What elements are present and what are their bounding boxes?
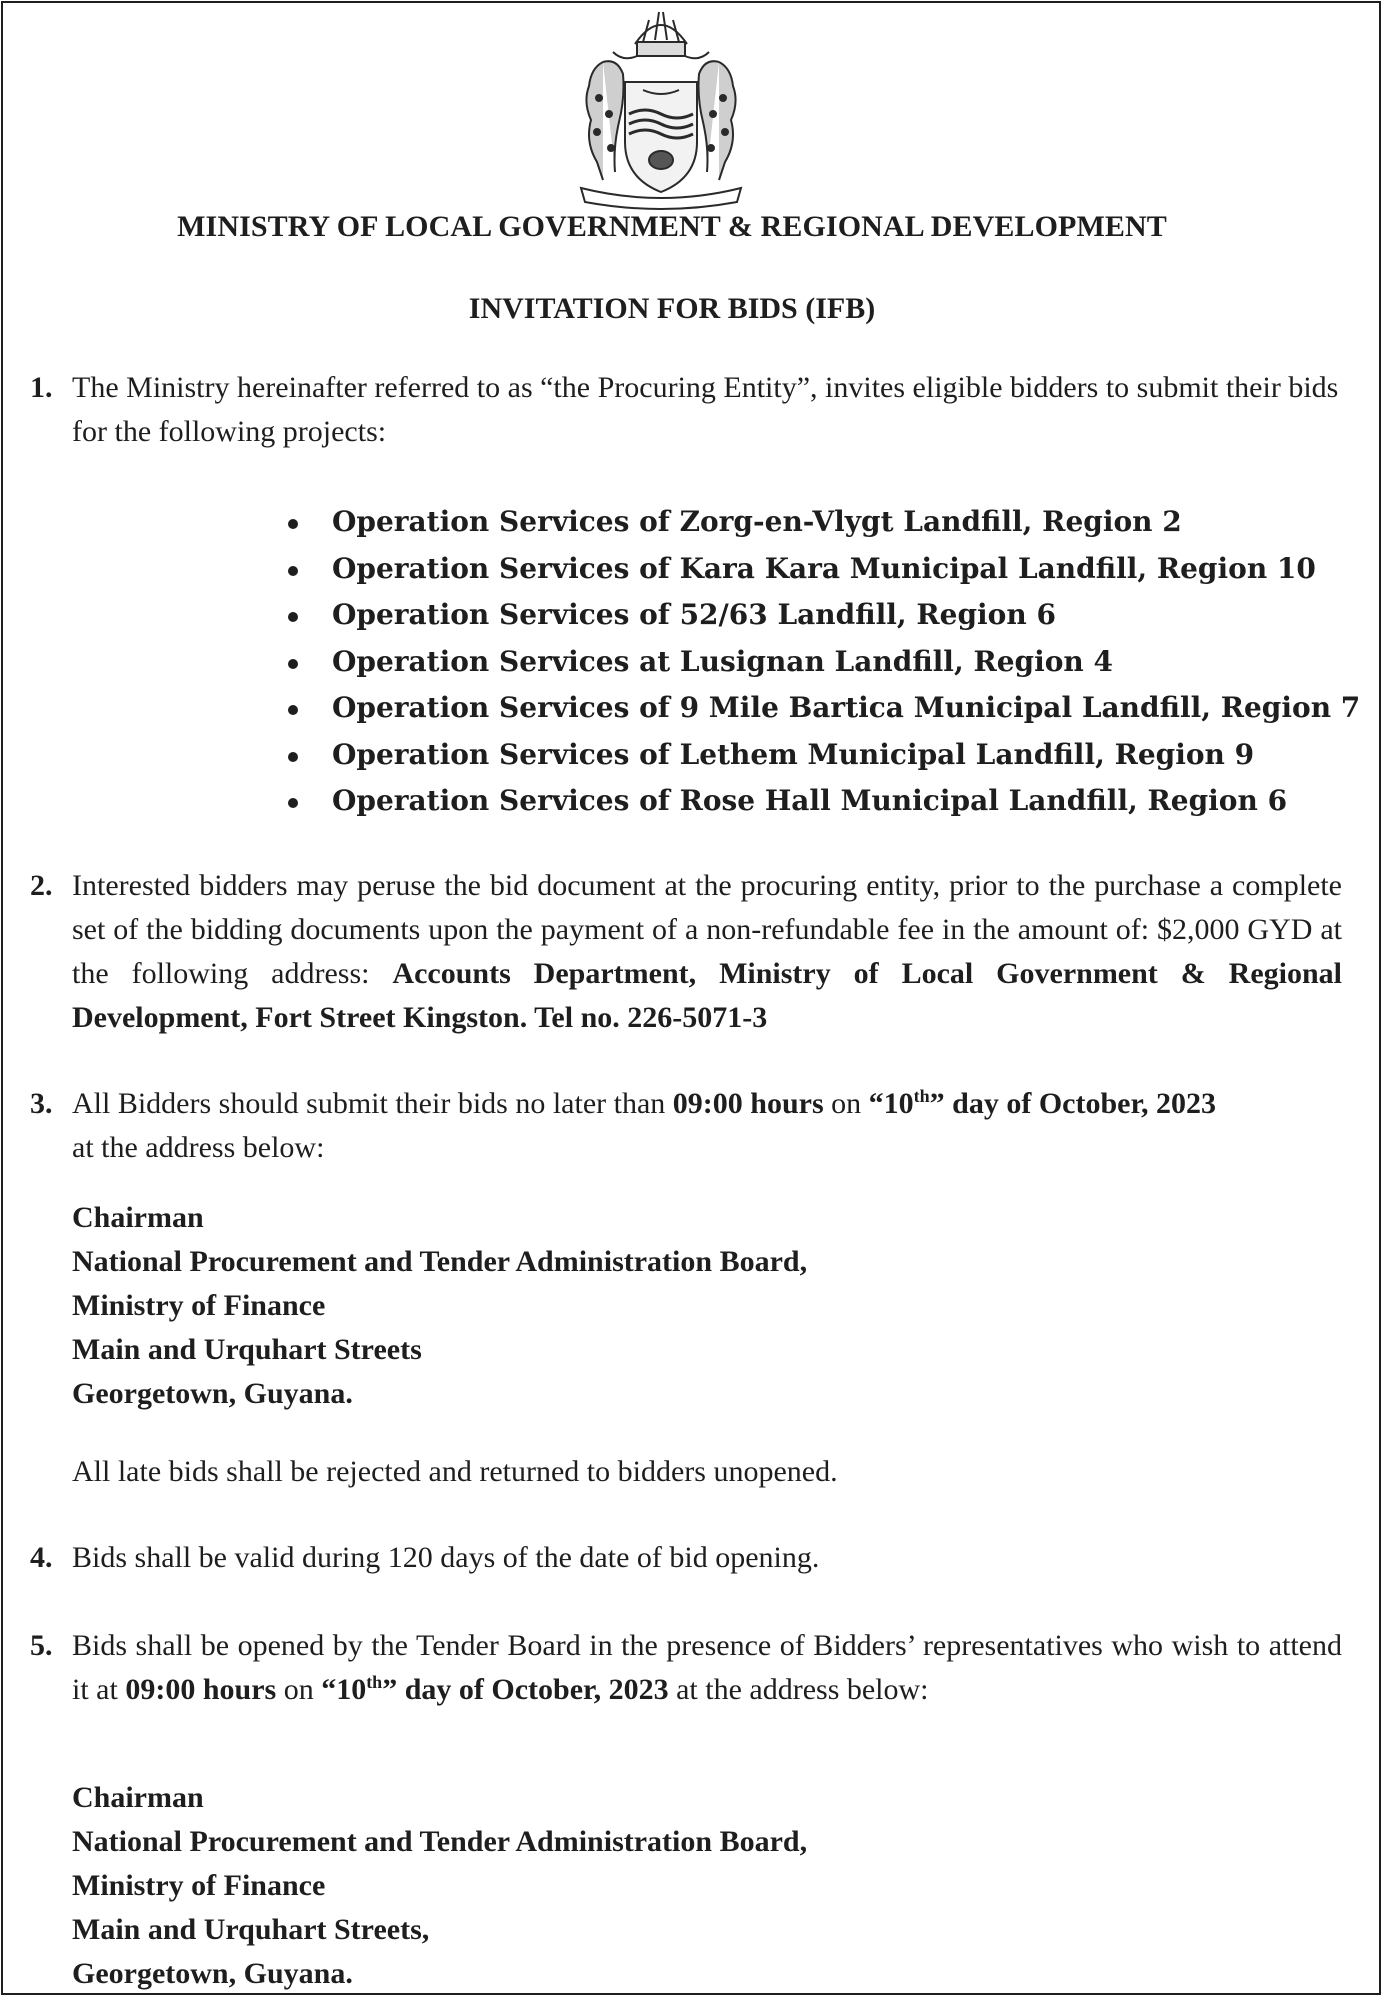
item-number: 1. — [30, 371, 53, 404]
accounts-address: Accounts Department, Ministry of Local Government & Regional Development, Fort Street Kingston. Tel no. 226-5071-3 — [72, 957, 1342, 1034]
bullet-icon — [288, 752, 298, 762]
item-1-text: The Ministry hereinafter referred to as “the Procuring Entity”, invites eligible bidders to submit their bids for the following projects: — [72, 371, 1339, 448]
list-item: Operation Services of 52/63 Landfill, Region 6 — [285, 592, 1360, 639]
list-item: Operation Services of 9 Mile Bartica Municipal Landfill, Region 7 — [285, 685, 1360, 732]
list-item: Operation Services of Rose Hall Municipal Landfill, Region 6 — [285, 778, 1360, 825]
bullet-icon — [288, 612, 298, 622]
item-number: 3. — [30, 1087, 53, 1120]
item-3-text: All Bidders should submit their bids no later than 09:00 hours on “10th” day of October, 2023 at the address below: — [72, 1086, 1217, 1164]
item-5-text: Bids shall be opened by the Tender Board in the presence of Bidders’ representatives who wish to attend it at 09:00 hours on “10th” day of October, 2023 at the address below: — [72, 1629, 1342, 1706]
bullet-icon — [288, 705, 298, 715]
opening-date: “10th” day of October, 2023 — [321, 1672, 669, 1706]
bullet-icon — [288, 659, 298, 669]
project-list — [285, 499, 1360, 825]
list-item: Operation Services of Lethem Municipal Landfill, Region 9 — [285, 732, 1360, 779]
document-title: INVITATION FOR BIDS (IFB) — [468, 292, 876, 325]
coat-of-arms-emblem — [563, 2, 759, 212]
item-number: 5. — [30, 1629, 53, 1662]
list-item: Operation Services at Lusignan Landfill, Region 4 — [285, 639, 1360, 686]
submission-address: Chairman National Procurement and Tender Administration Board, Ministry of Finance Main and Urquhart Streets Georgetown, Guyana. — [72, 1201, 808, 1410]
list-item: Operation Services of Zorg-en-Vlygt Landfill, Region 2 — [285, 499, 1360, 546]
opening-address: Chairman National Procurement and Tender Administration Board, Ministry of Finance Main and Urquhart Streets, Georgetown, Guyana. — [72, 1781, 808, 1990]
bullet-icon — [288, 566, 298, 576]
opening-time: 09:00 hours — [125, 1673, 277, 1706]
late-bids-note: All late bids shall be rejected and returned to bidders unopened. — [72, 1455, 838, 1488]
item-number: 2. — [30, 869, 53, 902]
ministry-heading: MINISTRY OF LOCAL GOVERNMENT & REGIONAL DEVELOPMENT — [177, 210, 1167, 243]
list-item: Operation Services of Kara Kara Municipal Landfill, Region 10 — [285, 546, 1360, 593]
deadline-date: “10th” day of October, 2023 — [868, 1086, 1217, 1120]
deadline-time: 09:00 hours — [672, 1087, 824, 1120]
bullet-icon — [288, 798, 298, 808]
item-number: 4. — [30, 1541, 53, 1574]
item-2-text: Interested bidders may peruse the bid document at the procuring entity, prior to the purchase a complete set of the bidding documents upon the payment of a non-refundable fee in the amount of: $2,000 GYD at the following address: Accounts Department, Ministry of Local Government & Regional Development, Fort Street Kingston. Tel no. 226-5071-3 — [72, 869, 1342, 1034]
item-4-text: Bids shall be valid during 120 days of the date of bid opening. — [72, 1541, 820, 1574]
bullet-icon — [288, 519, 298, 529]
